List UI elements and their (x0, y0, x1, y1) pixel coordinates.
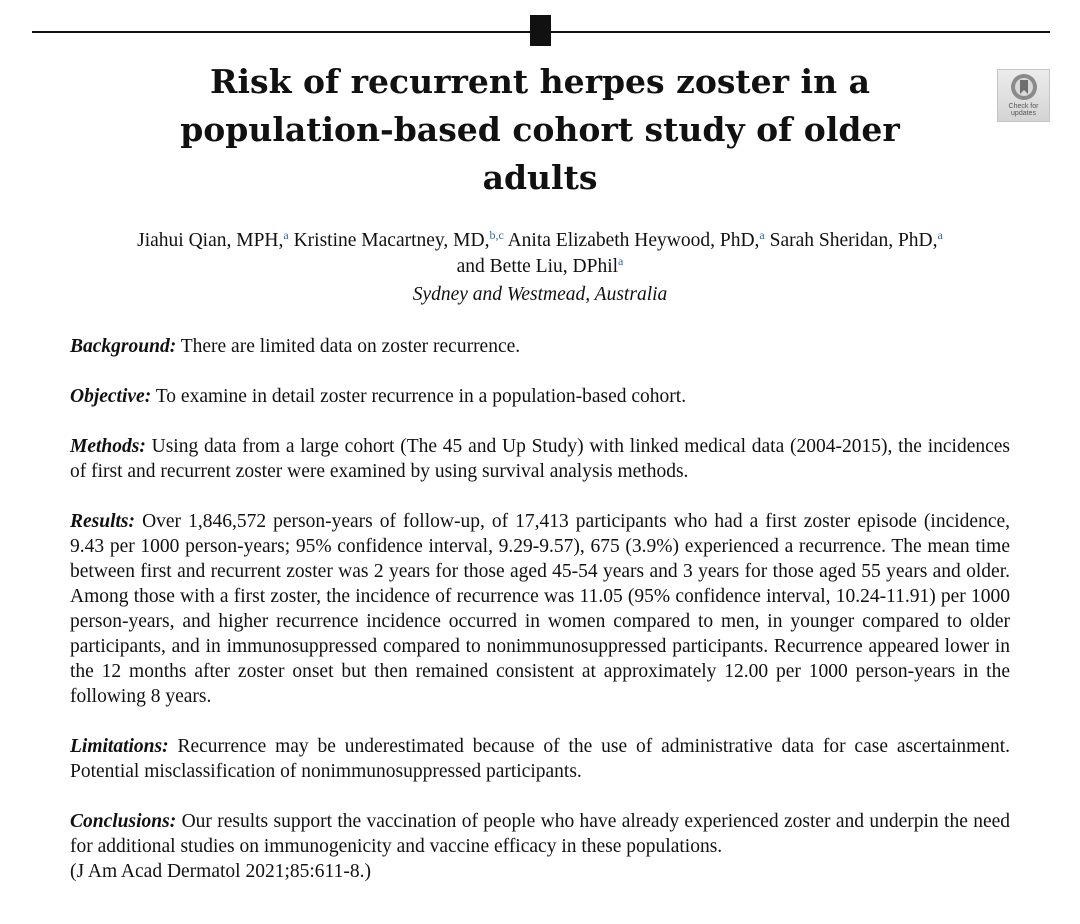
article-title: Risk of recurrent herpes zoster in a population-based cohort study of older adults (180, 62, 900, 197)
author-affiliation-mark[interactable]: a (618, 254, 624, 268)
abstract-methods (70, 434, 1010, 484)
author-name: Kristine Macartney, MD, (293, 230, 490, 251)
author-name: Sarah Sheridan, PhD, (769, 230, 938, 251)
author-affiliation-mark[interactable]: a (937, 228, 943, 242)
check-for-updates-badge[interactable] (997, 69, 1050, 122)
section-label: Background: (70, 336, 177, 357)
author-name: and Bette Liu, DPhil (456, 256, 619, 277)
section-text: Our results support the vaccination of people who have already experienced zoster and underpin the need for additional studies on immunogenicity and vaccine efficacy in these populations. (70, 811, 1011, 857)
author-affiliation-mark[interactable]: b,c (489, 228, 504, 242)
affiliation: Sydney and Westmead, Australia (412, 284, 668, 305)
abstract-results (70, 509, 1010, 709)
section-text: Using data from a large cohort (The 45 and Up Study) with linked medical data (2004-2015), the incidences of first and recurrent zoster were examined by using survival analysis methods. (70, 436, 1010, 482)
abstract-background (70, 334, 1010, 359)
author-name: Anita Elizabeth Heywood, PhD, (507, 230, 760, 251)
section-label: Methods: (70, 436, 146, 457)
section-text: Recurrence may be underestimated because of the use of administrative data for case ascertainment. Potential misclassification of nonimmunosuppressed participants. (70, 736, 1010, 782)
abstract-limitations (70, 734, 1010, 784)
section-label: Results: (70, 511, 136, 532)
author-affiliation-mark[interactable]: a (759, 228, 765, 242)
section-label: Conclusions: (70, 811, 177, 832)
section-text: There are limited data on zoster recurrence. (180, 336, 521, 357)
section-label: Limitations: (70, 736, 169, 757)
abstract-conclusions (70, 809, 1010, 884)
citation: (J Am Acad Dermatol 2021;85:611-8.) (70, 861, 371, 882)
abstract-objective (70, 384, 1010, 409)
abstract (70, 334, 1010, 909)
author-list (40, 228, 1040, 280)
author-affiliation-mark[interactable]: a (283, 228, 289, 242)
section-text: To examine in detail zoster recurrence in a population-based cohort. (155, 386, 687, 407)
section-text: Over 1,846,572 person-years of follow-up, of 17,413 participants who had a first zoster episode (incidence, 9.43 per 1000 person-years; 95% confidence interval, 9.29-9.57), 675 (3.9%) experienced a recurrence. The mean time between first and recurrent zoster was 2 years for those aged 45-54 years and 3 years for those aged 55 years and older. Among those with a first zoster, the incidence of recurrence was 11.05 (95% confidence interval, 10.24-11.91) per 1000 person-years, and higher recurrence incidence occurred in women compared to men, in younger compared to older participants, and in immunosuppressed compared to nonimmunosuppressed participants. Recurrence appeared lower in the 12 months after zoster onset but then remained consistent at approximately 12.00 per 1000 person-years in the following 8 years. (70, 511, 1010, 707)
check-for-updates-icon (1009, 72, 1039, 102)
rule-marker (530, 15, 551, 46)
section-label: Objective: (70, 386, 152, 407)
check-for-updates-label: Check for updates (1008, 103, 1039, 117)
author-name: Jiahui Qian, MPH, (137, 230, 284, 251)
